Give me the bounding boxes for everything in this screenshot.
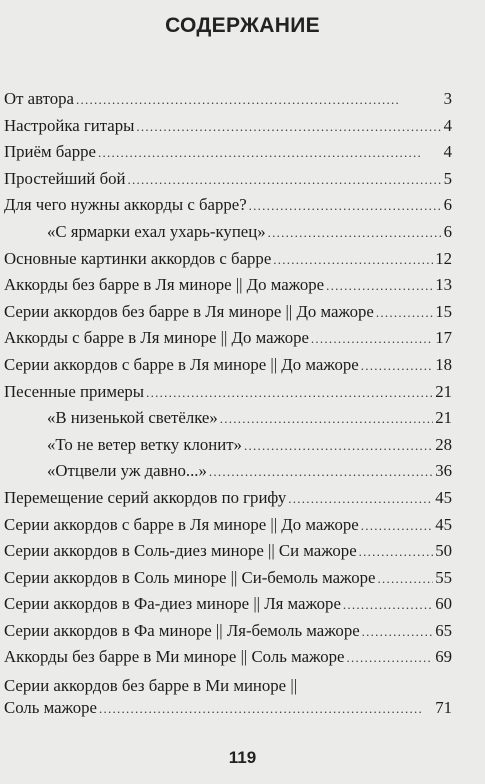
dot-leader [359, 539, 434, 565]
toc-entry [4, 591, 452, 618]
toc-entry-title: Серии аккордов в Соль-диез миноре || Си мажоре [4, 541, 357, 561]
toc-subentry [4, 458, 452, 485]
toc-entry [4, 192, 452, 219]
toc-subentry [4, 405, 452, 432]
dot-leader [362, 619, 434, 645]
toc-entry-title: Серии аккордов в Фа миноре || Ля-бемоль мажоре [4, 620, 360, 640]
dot-leader [249, 193, 442, 219]
toc-entry-multiline [4, 675, 452, 720]
toc-entry-title: Настройка гитары [4, 115, 135, 135]
toc-entry [4, 86, 452, 113]
toc-entry [4, 272, 452, 299]
dot-leader [361, 513, 434, 539]
toc-entry-page: 15 [435, 301, 452, 321]
toc-entry [4, 352, 452, 379]
toc-entry-title: Аккорды без барре в Ля миноре || До мажоре [4, 275, 325, 295]
toc-entry-title: «То не ветер ветку клонит» [47, 434, 242, 454]
toc-entry-page: 69 [435, 647, 452, 667]
toc-entry-page: 45 [435, 514, 452, 534]
toc-entry-page: 17 [435, 328, 452, 348]
dot-leader [268, 220, 442, 246]
page-number: 119 [228, 748, 257, 767]
toc-entry-page: 13 [435, 275, 452, 295]
toc-entry-page: 50 [435, 541, 452, 561]
dot-leader [146, 380, 433, 406]
toc-entry-title: Серии аккордов в Фа-диез миноре || Ля мажоре [4, 594, 341, 614]
toc-entry-page: 12 [435, 248, 452, 268]
toc-entry-title: «В низенькой светёлке» [47, 408, 218, 428]
dot-leader [326, 273, 433, 299]
dot-leader [288, 486, 433, 512]
toc-entry-page: 71 [435, 698, 452, 718]
toc-entry-title: От автора [4, 89, 74, 108]
toc-entry-title: Серии аккордов с барре в Ля миноре || До мажоре [4, 514, 359, 534]
toc-entry-page: 6 [443, 221, 452, 241]
dot-leader [128, 167, 442, 193]
toc-entry-title: Серии аккордов в Соль миноре || Си-бемоль мажоре [4, 567, 376, 587]
toc-entry-title: «Отцвели уж давно...» [47, 461, 207, 481]
toc-entry-title: Перемещение серий аккордов по грифу [4, 487, 287, 507]
toc-entry [4, 299, 452, 326]
toc-entry-page: 3 [443, 89, 452, 108]
toc-entry [4, 538, 452, 565]
toc-entry-title-line2: Соль мажоре [4, 698, 97, 718]
dot-leader [343, 592, 433, 618]
toc-entry-title: Аккорды с барре в Ля миноре || До мажоре [4, 328, 309, 348]
dot-leader [273, 247, 433, 273]
toc-entry-title: Аккорды без барре в Ми миноре || Соль мажоре [4, 647, 345, 667]
toc-entry-title: Для чего нужны аккорды с барре? [4, 195, 247, 215]
toc-entry-page: 4 [443, 115, 452, 135]
toc-entry-page: 55 [435, 567, 452, 587]
toc-entry [4, 618, 452, 645]
toc-entry-title: Серии аккордов с барре в Ля миноре || До мажоре [4, 354, 359, 374]
toc-entry-page: 65 [435, 620, 452, 640]
dot-leader [377, 566, 433, 592]
toc-entry-title: Серии аккордов без барре в Ля миноре || До мажоре [4, 301, 374, 321]
dot-leader [220, 406, 433, 432]
dot-leader [209, 459, 433, 485]
toc-entry-row2 [4, 697, 452, 720]
toc-entry-page: 21 [435, 381, 452, 401]
toc-entry-title: Простейший бой [4, 168, 126, 188]
dot-leader [136, 114, 441, 140]
toc-entry [4, 166, 452, 193]
toc-entry-title-line1: Серии аккордов без барре в Ми миноре || [4, 676, 298, 696]
toc-entry-page: 18 [435, 354, 452, 374]
toc-entry [4, 113, 452, 140]
dot-leader [376, 300, 433, 326]
toc-entry [4, 379, 452, 406]
dot-leader [76, 87, 442, 113]
toc-entry-page: 45 [435, 487, 452, 507]
dot-leader [361, 353, 434, 379]
toc-entry [4, 485, 452, 512]
toc-entry-title: «С ярмарки ехал ухарь-купец» [47, 221, 266, 241]
dot-leader [98, 140, 442, 166]
dot-leader [311, 326, 433, 352]
toc-entry [4, 512, 452, 539]
dot-leader [244, 433, 433, 459]
toc-entry [4, 325, 452, 352]
dot-leader [99, 698, 433, 720]
toc-entry [4, 644, 452, 671]
dot-leader [346, 645, 433, 671]
toc-entry-title: Основные картинки аккордов с барре [4, 248, 272, 268]
toc-entry-page: 21 [435, 408, 452, 428]
toc-entry-page: 6 [443, 195, 452, 215]
toc-entry-page: 28 [435, 434, 452, 454]
toc-entry [4, 565, 452, 592]
toc-entry [4, 139, 452, 166]
toc-entry [4, 246, 452, 273]
toc-subentry [4, 432, 452, 459]
table-of-contents [4, 86, 452, 720]
toc-entry-title: Песенные примеры [4, 381, 145, 401]
toc-subentry [4, 219, 452, 246]
toc-entry-title: Приём барре [4, 142, 96, 162]
toc-entry-page: 4 [443, 142, 452, 162]
toc-entry-page: 60 [435, 594, 452, 614]
page-title: СОДЕРЖАНИЕ [165, 14, 320, 37]
toc-entry-page: 5 [443, 168, 452, 188]
toc-entry-page: 36 [435, 461, 452, 481]
